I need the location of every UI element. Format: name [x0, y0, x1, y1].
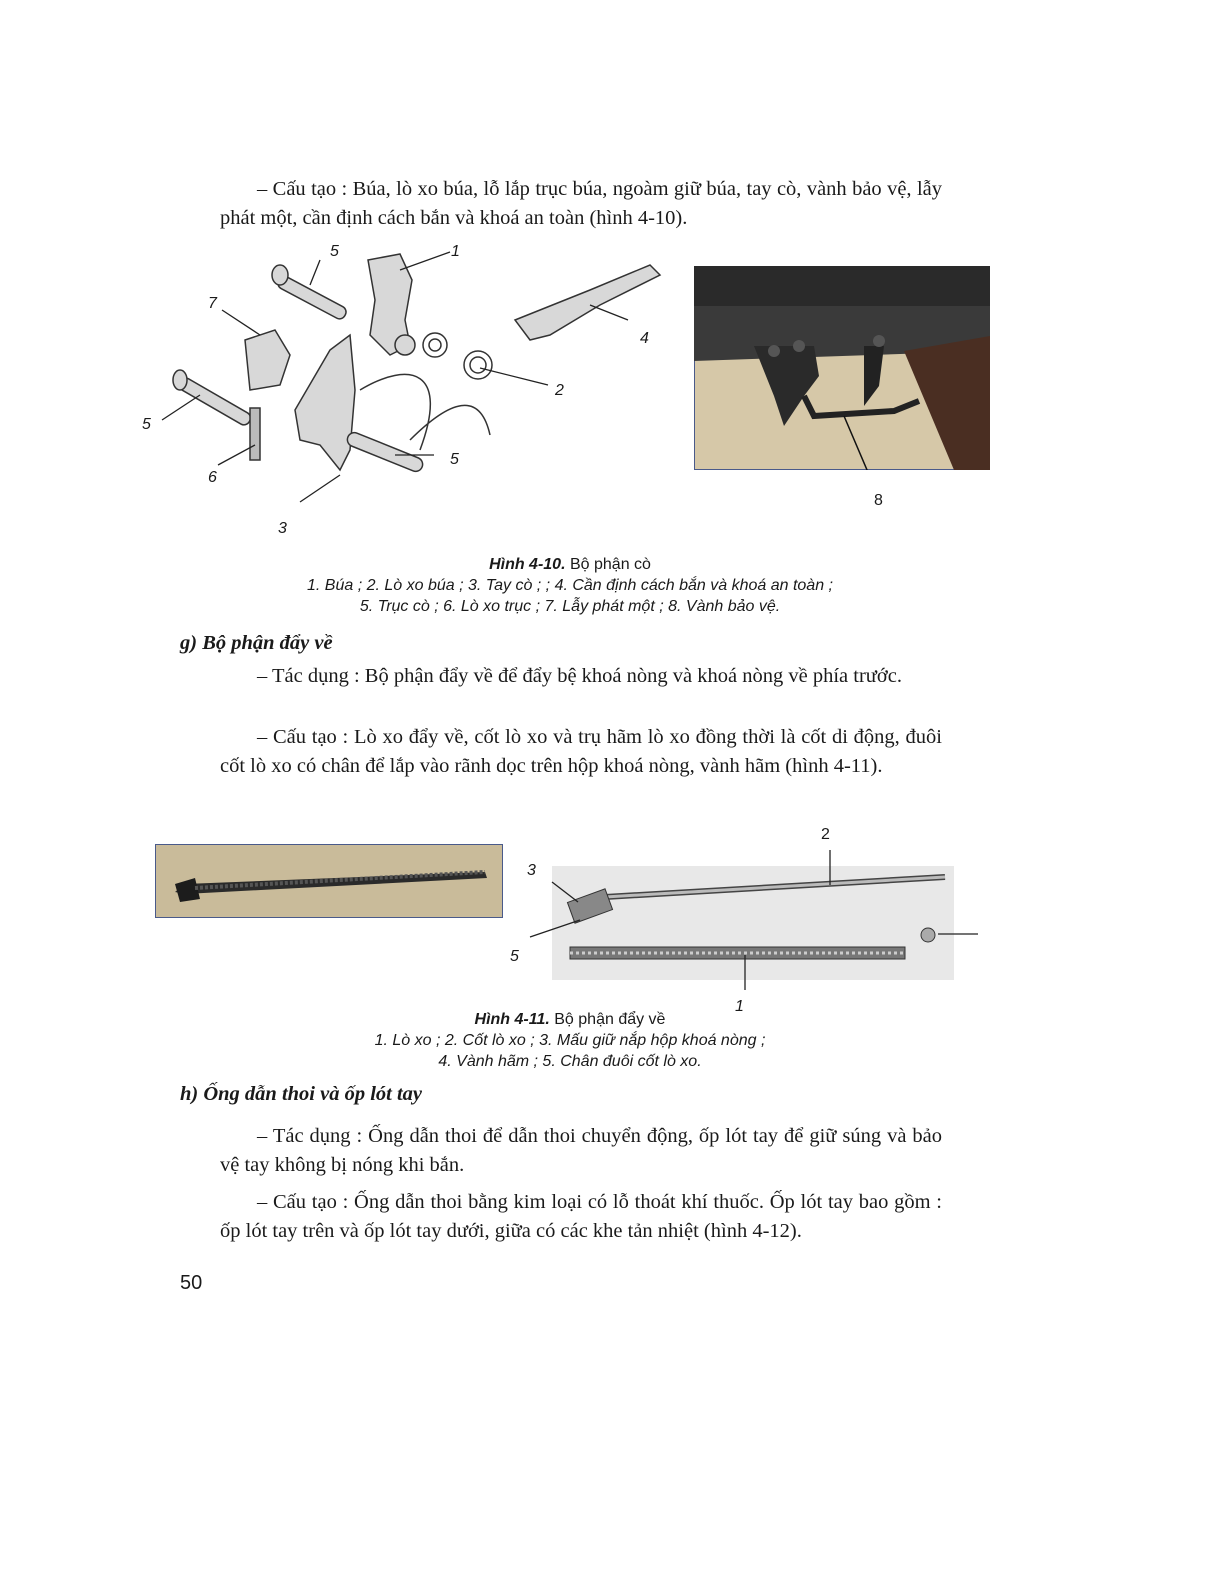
- fig410-label-3: 3: [278, 520, 287, 537]
- paragraph-g-effect: – Tác dụng : Bộ phận đẩy về để đẩy bệ khoá nòng và khoá nòng về phía trước.: [257, 665, 902, 687]
- paragraph-structure-trigger: – Cấu tạo : Búa, lò xo búa, lỗ lắp trục búa, ngoàm giữ búa, tay cò, vành bảo vệ, lẫy phát một, cần định cách bắn và khoá an toàn (hình 4-10).: [220, 178, 942, 229]
- page-number: 50: [180, 1272, 203, 1294]
- trigger-parts-drawing: [150, 240, 680, 540]
- fig410-title: Bộ phận cò: [565, 556, 651, 573]
- fig411-legend-line1: 1. Lò xo ; 2. Cốt lò xo ; 3. Mấu giữ nắp hộp khoá nòng ;: [374, 1032, 766, 1049]
- paragraph-h-effect: – Tác dụng : Ống dẫn thoi để dẫn thoi chuyển động, ốp lót tay để giữ súng và bảo vệ tay không bị nóng khi bắn.: [220, 1125, 942, 1176]
- fig411-legend-line2: 4. Vành hãm ; 5. Chân đuôi cốt lò xo.: [438, 1053, 702, 1070]
- fig410-label-2: 2: [555, 382, 564, 399]
- fig411-label-3: 3: [527, 862, 536, 879]
- fig410-label-4: 4: [640, 330, 649, 347]
- fig411-label-2: 2: [821, 826, 830, 843]
- fig410-legend-line2: 5. Trục cò ; 6. Lò xo trục ; 7. Lẫy phát một ; 8. Vành bảo vệ.: [359, 598, 781, 615]
- fig411-label-1: 1: [735, 998, 744, 1015]
- paragraph-h-structure: – Cấu tạo : Ống dẫn thoi bằng kim loại có lỗ thoát khí thuốc. Ốp lót tay bao gồm : ốp lót tay trên và ốp lót tay dưới, giữa có các khe tản nhiệt (hình 4-12).: [220, 1191, 942, 1242]
- figure-4-11-caption: [180, 1009, 960, 1072]
- fig410-title-bold: Hình 4-10.: [489, 556, 566, 573]
- heading-g: g) Bộ phận đẩy về: [180, 632, 333, 654]
- heading-h: h) Ống dẫn thoi và ốp lót tay: [180, 1083, 423, 1105]
- fig410-label-8: 8: [874, 492, 883, 509]
- fig410-label-6: 6: [208, 469, 217, 486]
- recoil-spring-photo: [155, 844, 503, 918]
- recoil-spring-drawing: [510, 820, 980, 990]
- fig411-title-bold: Hình 4-11.: [474, 1011, 550, 1028]
- fig410-label-1: 1: [451, 243, 460, 260]
- paragraph-g-structure: – Cấu tạo : Lò xo đẩy về, cốt lò xo và trụ hãm lò xo đồng thời là cốt di động, đuôi cốt lò xo có chân để lắp vào rãnh dọc trên hộp khoá nòng, vành hãm (hình 4-11).: [220, 726, 942, 777]
- figure-4-10-caption: [180, 554, 960, 617]
- fig410-label-5a: 5: [330, 243, 339, 260]
- fig410-label-7: 7: [208, 295, 217, 312]
- trigger-guard-photo: [694, 266, 990, 470]
- fig410-legend-line1: 1. Búa ; 2. Lò xo búa ; 3. Tay cò ; ; 4. Cần định cách bắn và khoá an toàn ;: [307, 577, 833, 594]
- fig411-title: Bộ phận đẩy về: [549, 1011, 666, 1028]
- fig410-label-5b: 5: [142, 416, 151, 433]
- fig411-label-5: 5: [510, 948, 519, 965]
- fig410-label-5c: 5: [450, 451, 459, 468]
